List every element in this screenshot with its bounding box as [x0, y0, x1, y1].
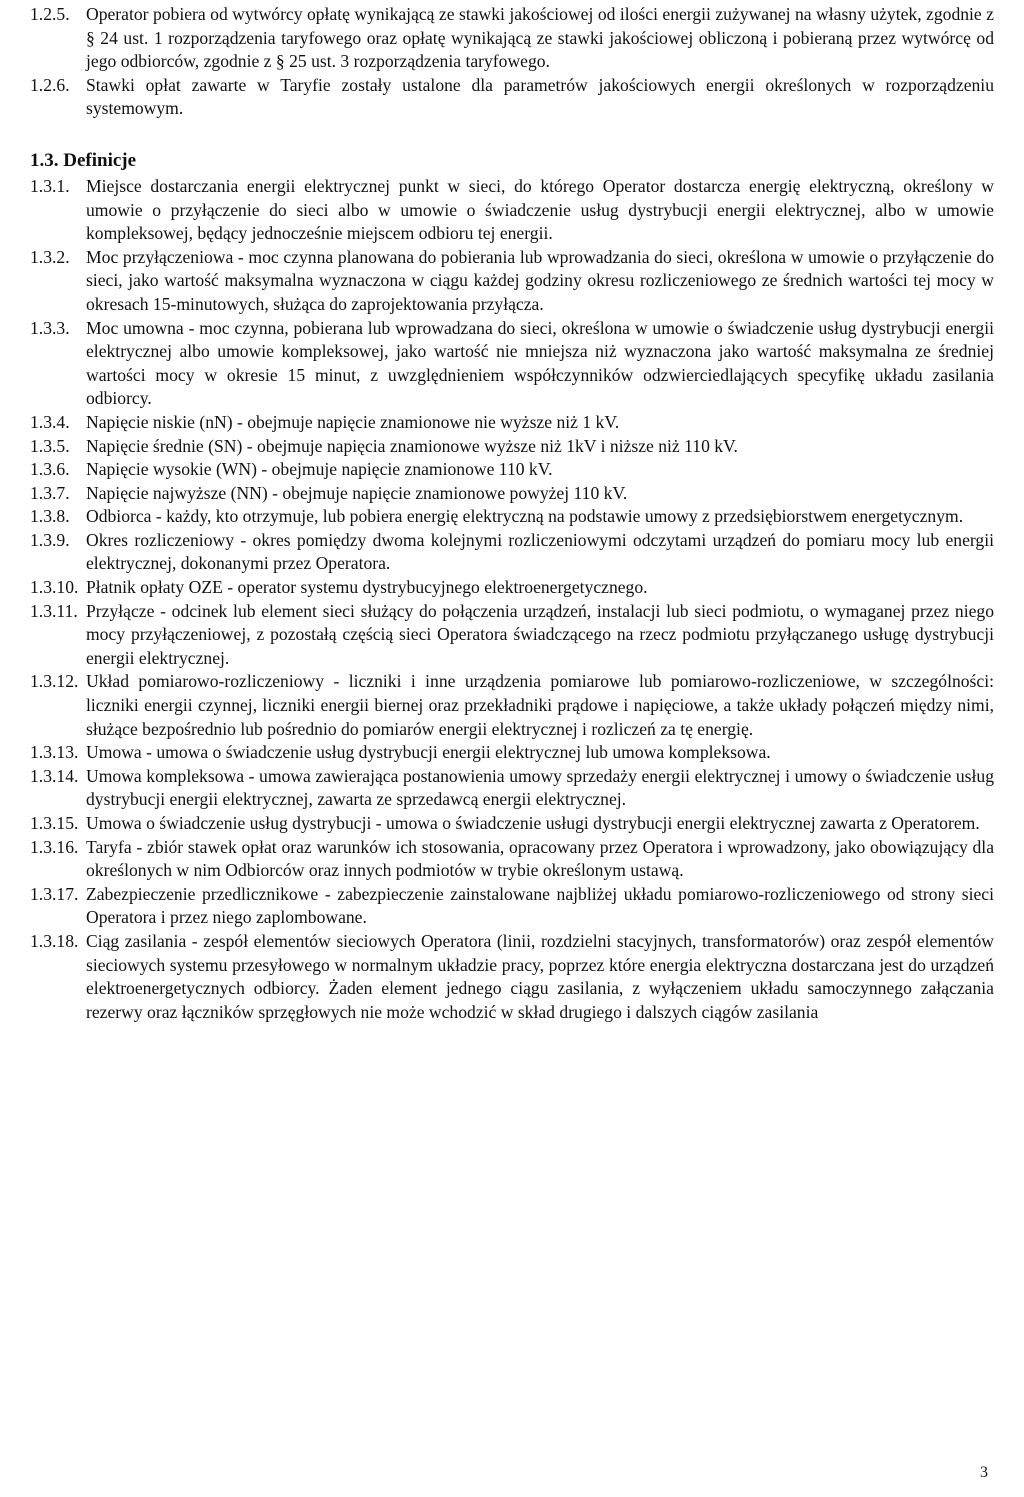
definition-item: [30, 812, 994, 836]
definition-number: 1.3.14.: [30, 765, 79, 786]
definition-item: [30, 411, 994, 435]
definition-item: [30, 741, 994, 765]
definition-text: Okres rozliczeniowy - okres pomiędzy dwoma kolejnymi rozliczeniowymi odczytami urządzeń do pomiaru mocy lub energii elektrycznej, dokonanymi przez Operatora.: [86, 529, 994, 574]
section-heading: 1.3. Definicje: [30, 149, 137, 171]
definition-number: 1.3.18.: [30, 930, 79, 951]
definition-text: Przyłącze - odcinek lub element sieci służący do połączenia urządzeń, instalacji lub sieci podmiotu, o wymaganej przez niego mocy przyłączeniowej, z pozostałą częścią sieci Operatora świadczącego na rzecz podmiotu przyłączanego usługę dystrybucji energii elektrycznej.: [86, 600, 994, 668]
items-before: [30, 3, 994, 121]
definition-item: [30, 482, 994, 506]
definition-number: 1.3.3.: [30, 317, 70, 338]
definition-text: Płatnik opłaty OZE - operator systemu dystrybucyjnego elektroenergetycznego.: [86, 577, 648, 598]
definition-item: [30, 600, 994, 671]
definition-text: Umowa kompleksowa - umowa zawierająca postanowienia umowy sprzedaży energii elektrycznej i umowy o świadczenie usług dystrybucji energii elektrycznej, zawarta ze sprzedawcą energii elektrycznej.: [86, 765, 994, 810]
definition-text: Odbiorca - każdy, kto otrzymuje, lub pobiera energię elektryczną na podstawie umowy z przedsiębiorstwem energetycznym.: [86, 506, 964, 527]
definition-item: [30, 883, 994, 930]
definition-text: Moc przyłączeniowa - moc czynna planowana do pobierania lub wprowadzania do sieci, określona w umowie o przyłączenie do sieci, jako wartość maksymalna wyznaczona w ciągu każdej godziny okresu rozliczeniowego ze średnich wartości tej mocy w okresach 15-minutowych, służąca do zaprojektowania przyłącza.: [86, 246, 994, 314]
definition-item: [30, 930, 994, 1024]
definition-number: 1.3.9.: [30, 529, 70, 550]
definition-number: 1.3.16.: [30, 836, 79, 857]
definition-text: Napięcie niskie (nN) - obejmuje napięcie znamionowe nie wyższe niż 1 kV.: [86, 411, 620, 432]
definition-number: 1.3.6.: [30, 459, 70, 480]
definition-number: 1.3.15.: [30, 813, 79, 833]
definition-text: Ciąg zasilania - zespół elementów sieciowych Operatora (linii, rozdzielni stacyjnych, transformatorów) oraz zespół elementów sieciowych systemu przesyłowego w normalnym układzie pracy, poprzez które energia elektryczna dostarczana jest do urządzeń elektroenergetycznych odbiorcy. Żaden element jednego ciągu zasilania, z wyłączeniem układu samoczynnego załączania rezerwy oraz łączników sprzęgłowych nie może wchodzić w skład drugiego i dalszych ciągów zasilania: [86, 930, 994, 1022]
definition-number: 1.3.2.: [30, 246, 70, 267]
definition-text: Umowa o świadczenie usług dystrybucji - umowa o świadczenie usługi dystrybucji energii elektrycznej zawarta z Operatorem.: [86, 813, 980, 833]
definition-text: Napięcie średnie (SN) - obejmuje napięcia znamionowe wyższe niż 1kV i niższe niż 110 kV.: [86, 435, 738, 456]
definition-number: 1.3.13.: [30, 742, 79, 763]
definition-item: [30, 529, 994, 576]
paragraph-text: Operator pobiera od wytwórcy opłatę wynikającą ze stawki jakościowej od ilości energii zużywanej na własny użytek, zgodnie z § 24 ust. 1 rozporządzenia taryfowego oraz opłatę wynikającą ze stawki jakościowej obliczoną i pobieraną przez wytwórcę od jego odbiorców, zgodnie z § 25 ust. 3 rozporządzenia taryfowego.: [86, 4, 994, 72]
definition-text: Napięcie wysokie (WN) - obejmuje napięcie znamionowe 110 kV.: [86, 459, 553, 480]
paragraph-1-2-6: [30, 74, 994, 121]
definition-text: Miejsce dostarczania energii elektrycznej punkt w sieci, do którego Operator dostarcza energię elektryczną, określony w umowie o przyłączenie do sieci albo w umowie o świadczenie usług dystrybucji energii elektrycznej, albo w umowie kompleksowej, będący jednocześnie miejscem odbioru tej energii.: [86, 175, 994, 244]
paragraph-text: Stawki opłat zawarte w Taryfie zostały ustalone dla parametrów jakościowych energii określonych w rozporządzeniu systemowym.: [86, 74, 994, 119]
definition-number: 1.3.10.: [30, 577, 79, 598]
definition-number: 1.3.8.: [30, 506, 70, 527]
definition-number: 1.3.5.: [30, 435, 70, 456]
definition-text: Zabezpieczenie przedlicznikowe - zabezpieczenie zainstalowane najbliżej układu pomiarowo-rozliczeniowego od strony sieci Operatora i przez niego zaplombowane.: [86, 883, 994, 928]
definition-text: Układ pomiarowo-rozliczeniowy - liczniki i inne urządzenia pomiarowe lub pomiarowo-rozliczeniowe, w szczególności: liczniki energii czynnej, liczniki energii biernej oraz przekładniki prądowe i napięciowe, a także układy połączeń między nimi, służące bezpośrednio lub pośrednio do pomiarów energii elektrycznej i rozliczeń za tę energię.: [86, 671, 994, 739]
definition-item: [30, 836, 994, 883]
definitions-list: [30, 175, 994, 1024]
definition-number: 1.3.12.: [30, 671, 79, 692]
definition-number: 1.3.11.: [30, 600, 78, 621]
definition-item: [30, 175, 994, 246]
definition-number: 1.3.4.: [30, 411, 70, 432]
definition-item: [30, 505, 994, 529]
definition-item: [30, 576, 994, 600]
definition-text: Napięcie najwyższe (NN) - obejmuje napięcie znamionowe powyżej 110 kV.: [86, 482, 628, 503]
definition-text: Moc umowna - moc czynna, pobierana lub wprowadzana do sieci, określona w umowie o świadczenie usług dystrybucji energii elektrycznej albo umowie kompleksowej, jako wartość nie mniejsza niż wyznaczona jako wartość maksymalna ze średniej wartości mocy w okresie 15 minut, z uwzględnieniem współczynników odzwierciedlających specyfikę układu zasilania odbiorcy.: [86, 317, 994, 409]
definition-number: 1.3.1.: [30, 175, 70, 196]
definition-item: [30, 670, 994, 741]
paragraph-number: 1.2.5.: [30, 4, 70, 24]
definition-text: Umowa - umowa o świadczenie usług dystrybucji energii elektrycznej lub umowa kompleksowa.: [86, 742, 771, 763]
paragraph-number: 1.2.6.: [30, 74, 70, 95]
definition-item: [30, 435, 994, 459]
page-number: 3: [980, 1464, 988, 1481]
definition-text: Taryfa - zbiór stawek opłat oraz warunków ich stosowania, opracowany przez Operatora i wprowadzony, jako obowiązujący dla określonych w nim Odbiorców oraz innych podmiotów w trybie określonym ustawą.: [86, 836, 994, 881]
paragraph-1-2-5: [30, 3, 994, 74]
definition-item: [30, 458, 994, 482]
definition-item: [30, 317, 994, 411]
definition-item: [30, 765, 994, 812]
definition-item: [30, 246, 994, 317]
definition-number: 1.3.17.: [30, 883, 79, 904]
spacer: [30, 121, 994, 149]
definition-number: 1.3.7.: [30, 482, 70, 503]
